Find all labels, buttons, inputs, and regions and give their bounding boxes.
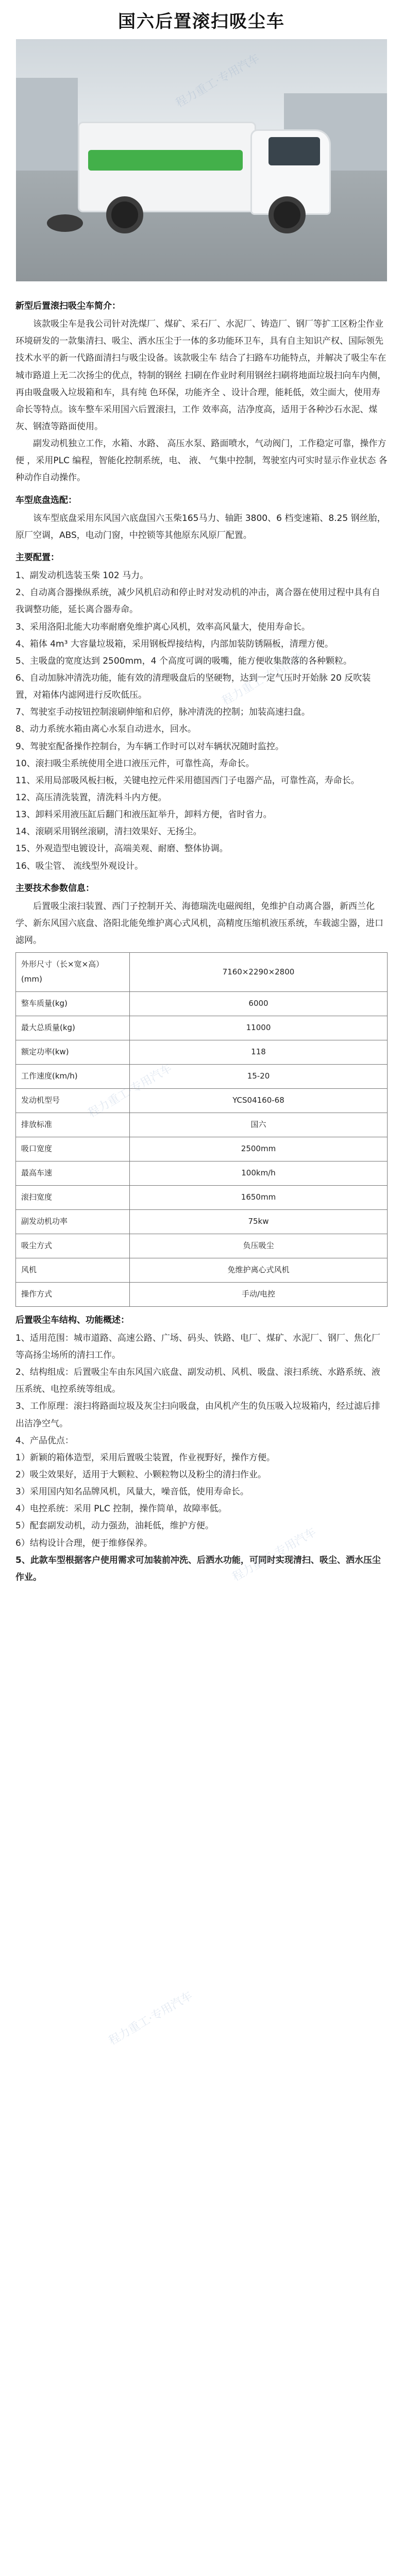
section-title-chassis: 车型底盘选配： xyxy=(15,495,77,506)
config-item: 9、驾驶室配备操作控制台，为车辆工作时可以对车辆状况随时监控。 xyxy=(15,741,284,752)
spec-row xyxy=(16,1282,388,1306)
config-item: 15、外观造型电镀设计，高端美观、耐磨、整体协调。 xyxy=(15,844,228,854)
config-item: 11、采用局部吸风板扫板，关键电控元件采用德国西门子电器产品，可靠性高，寿命长。 xyxy=(15,775,360,786)
roller-brush xyxy=(47,214,83,232)
spec-row xyxy=(16,1137,388,1161)
watermark: 程力重工·专用汽车 xyxy=(230,1525,318,1584)
config-item: 14、滚刷采用钢丝滚刷，清扫效果好、无扬尘。 xyxy=(15,827,202,837)
spec-value: 75kw xyxy=(130,1209,388,1234)
structure-item: 2）吸尘效果好，适用于大颗粒、小颗粒物以及粉尘的清扫作业。 xyxy=(15,1469,266,1480)
building xyxy=(16,78,78,171)
spec-label: 副发动机功率 xyxy=(16,1209,130,1234)
config-item: 4、箱体 4m³ 大容量垃圾箱，采用钢板焊接结构，内部加装防锈隔板，清理方便。 xyxy=(15,638,333,649)
truck-photo xyxy=(16,39,387,281)
spec-value: 国六 xyxy=(130,1113,388,1137)
intro-paragraph: 该款吸尘车是我公司针对洗煤厂、煤矿、采石厂、水泥厂、铸造厂、钢厂等扩工区粉尘作业环境研发的一款集清扫、吸尘、洒水压尘于一体的多功能环卫车，具有自主知识产权、国际领先技术水平的新一代路面清扫与吸尘设备。该款吸尘车 结合了扫路车功能特点，并解决了吸尘车在城市路道上无二次扬尘的优点，特制的钢丝 扫刷在作业时利用钢丝扫刷将地面垃圾扫向车内侧，再由吸盘吸入垃圾箱和车，具有纯 色环保，功能齐全 、设计合理，能耗低，效尘面大，使用寿命长等特点。该车整车采用国六后置滚扫，工作 效率高，洁净度高，适用于各种沙石水泥、煤灰、钢渣等路面使用。 xyxy=(15,319,387,432)
spec-value: YCS04160-68 xyxy=(130,1088,388,1113)
spec-label: 最大总质量(kg) xyxy=(16,1016,130,1040)
spec-row xyxy=(16,1258,388,1282)
spec-row xyxy=(16,1161,388,1185)
watermark: 程力重工·专用汽车 xyxy=(220,649,308,708)
structure-item: 4）电控系统：采用 PLC 控制，操作简单，故障率低。 xyxy=(15,1504,227,1514)
spec-value: 免维护离心式风机 xyxy=(130,1258,388,1282)
intro-paragraph: 副发动机独立工作，水箱、水路、 高压水泵、路面喷水，气动阀门，工作稳定可靠，操作方便 ，采用PLC 编程，智能化控制系统，电、 液、 气集中控制，驾驶室内可实时显示作业状态 各种动作自动操作。 xyxy=(15,439,388,483)
truck-window xyxy=(268,137,320,165)
spec-label: 工作速度(km/h) xyxy=(16,1064,130,1088)
config-item: 7、驾驶室手动按钮控制滚刷伸缩和启停，脉冲清洗的控制；加装高速扫盘。 xyxy=(15,707,310,718)
spec-value: 118 xyxy=(130,1040,388,1064)
spec-row xyxy=(16,1088,388,1113)
spec-label: 排放标准 xyxy=(16,1113,130,1137)
config-item: 10、滚扫吸尘系统使用全进口液压元件，可靠性高，寿命长。 xyxy=(15,758,255,769)
spec-label: 滚扫宽度 xyxy=(16,1185,130,1209)
spec-value: 2500mm xyxy=(130,1137,388,1161)
structure-item: 3）采用国内知名品牌风机，风量大，噪音低，使用寿命长。 xyxy=(15,1487,249,1497)
spec-label: 外形尺寸（长×宽×高）(mm) xyxy=(16,953,130,992)
spec-row xyxy=(16,1040,388,1064)
watermark: 程力重工·专用汽车 xyxy=(174,52,262,110)
specs-paragraph: 后置吸尘滚扫装置、西门子控制开关、海德瑞洗电磁阀组，免维护自动离合器，新西兰化学、新东风国六底盘、洛阳北能免维护离心式风机，高精度压缩机液压系统，车载滤尘器，进口滤网。 xyxy=(15,901,383,946)
spec-label: 最高车速 xyxy=(16,1161,130,1185)
spec-row xyxy=(16,1185,388,1209)
spec-table xyxy=(15,952,388,1307)
spec-label: 操作方式 xyxy=(16,1282,130,1306)
spec-row xyxy=(16,953,388,992)
section-title-specs: 主要技术参数信息： xyxy=(15,883,94,894)
spec-value: 手动/电控 xyxy=(130,1282,388,1306)
section-title-structure: 后置吸尘车结构、功能概述： xyxy=(15,1315,129,1325)
spec-value: 负压吸尘 xyxy=(130,1234,388,1258)
section-title-intro: 新型后置滚扫吸尘车简介： xyxy=(15,301,121,311)
watermark: 程力重工·专用汽车 xyxy=(107,1989,195,2048)
spec-row xyxy=(16,1209,388,1234)
spec-label: 风机 xyxy=(16,1258,130,1282)
spec-label: 吸尘方式 xyxy=(16,1234,130,1258)
structure-item: 4、产品优点： xyxy=(15,1435,74,1446)
config-item: 16、吸尘管、 流线型外观设计。 xyxy=(15,861,144,871)
spec-value: 100km/h xyxy=(130,1161,388,1185)
spec-label: 整车质量(kg) xyxy=(16,991,130,1016)
spec-row xyxy=(16,1113,388,1137)
config-item: 3、采用洛阳北能大功率耐磨免维护离心风机，效率高风量大，使用寿命长。 xyxy=(15,621,310,632)
config-item: 6、自动加脉冲清洗功能，能有效的清理吸盘后的坚硬物，达到一定气压时开始脉 20 反吹装置，对箱体内滤网进行反吹低压。 xyxy=(15,672,371,701)
structure-item: 6）结构设计合理，便于维修保养。 xyxy=(15,1538,153,1548)
watermark: 程力重工·专用汽车 xyxy=(86,1062,174,1120)
config-item: 13、卸料采用液压缸后翻门和液压缸举升，卸料方便，省时省力。 xyxy=(15,810,272,820)
front-wheel xyxy=(268,196,306,233)
spec-value: 7160×2290×2800 xyxy=(130,953,388,992)
config-item: 2、自动离合器操纵系统，减少风机启动和停止时对发动机的冲击，离合器在使用过程中具有自我调整功能，延长离合器寿命。 xyxy=(15,587,380,615)
config-item: 1、副发动机选装玉柴 102 马力。 xyxy=(15,570,149,581)
config-item: 12、高压清洗装置，清洗料斗内方便。 xyxy=(15,792,167,803)
page-title: 国六后置滚扫吸尘车 xyxy=(118,11,285,32)
structure-item: 2、结构组成：后置吸尘车由东风国六底盘、副发动机、风机、吸盘、滚扫系统、水路系统、液压系统、电控系统等组成。 xyxy=(15,1367,380,1395)
spec-value: 11000 xyxy=(130,1016,388,1040)
section-title-config: 主要配置： xyxy=(15,552,59,563)
spec-value: 1650mm xyxy=(130,1185,388,1209)
article-body xyxy=(0,281,403,1586)
spec-row xyxy=(16,1016,388,1040)
config-item: 5、主吸盘的宽度达到 2500mm，4 个高度可调的吸嘴，能方便收集散落的各种颗粒。 xyxy=(15,655,352,666)
structure-item: 3、工作原理：滚扫将路面垃圾及灰尘扫向吸盘，由风机产生的负压吸入垃圾箱内，经过滤后排出洁净空气。 xyxy=(15,1401,380,1429)
spec-row xyxy=(16,1064,388,1088)
spec-label: 额定功率(kw) xyxy=(16,1040,130,1064)
spec-row xyxy=(16,991,388,1016)
spec-value: 6000 xyxy=(130,991,388,1016)
structure-item: 5、此款车型根据客户使用需求可加装前冲洗、后洒水功能，可同时实现清扫、吸尘、洒水压尘作业。 xyxy=(15,1555,381,1582)
structure-item: 1、适用范围：城市道路、高速公路、广场、码头、铁路、电厂、煤矿、水泥厂、钢厂、焦化厂等高扬尘场所的清扫工作。 xyxy=(15,1333,380,1360)
structure-item: 5）配套副发动机，动力强劲，油耗低，维护方便。 xyxy=(15,1521,214,1531)
truck-stripe xyxy=(88,150,243,171)
config-item: 8、动力系统水箱由离心水泵自动进水，回水。 xyxy=(15,724,196,735)
structure-item: 1）新颖的箱体造型，采用后置吸尘装置，作业视野好，操作方便。 xyxy=(15,1452,275,1463)
spec-label: 发动机型号 xyxy=(16,1088,130,1113)
spec-label: 吸口宽度 xyxy=(16,1137,130,1161)
spec-value: 15-20 xyxy=(130,1064,388,1088)
rear-wheel xyxy=(106,196,143,233)
chassis-paragraph: 该车型底盘采用东风国六底盘国六玉柴165马力、轴距 3800、6 档变速箱、8.25 钢丝胎，原厂空调，ABS，电动门窗，中控锁等其他原东风原厂配置。 xyxy=(15,513,386,541)
spec-row xyxy=(16,1234,388,1258)
